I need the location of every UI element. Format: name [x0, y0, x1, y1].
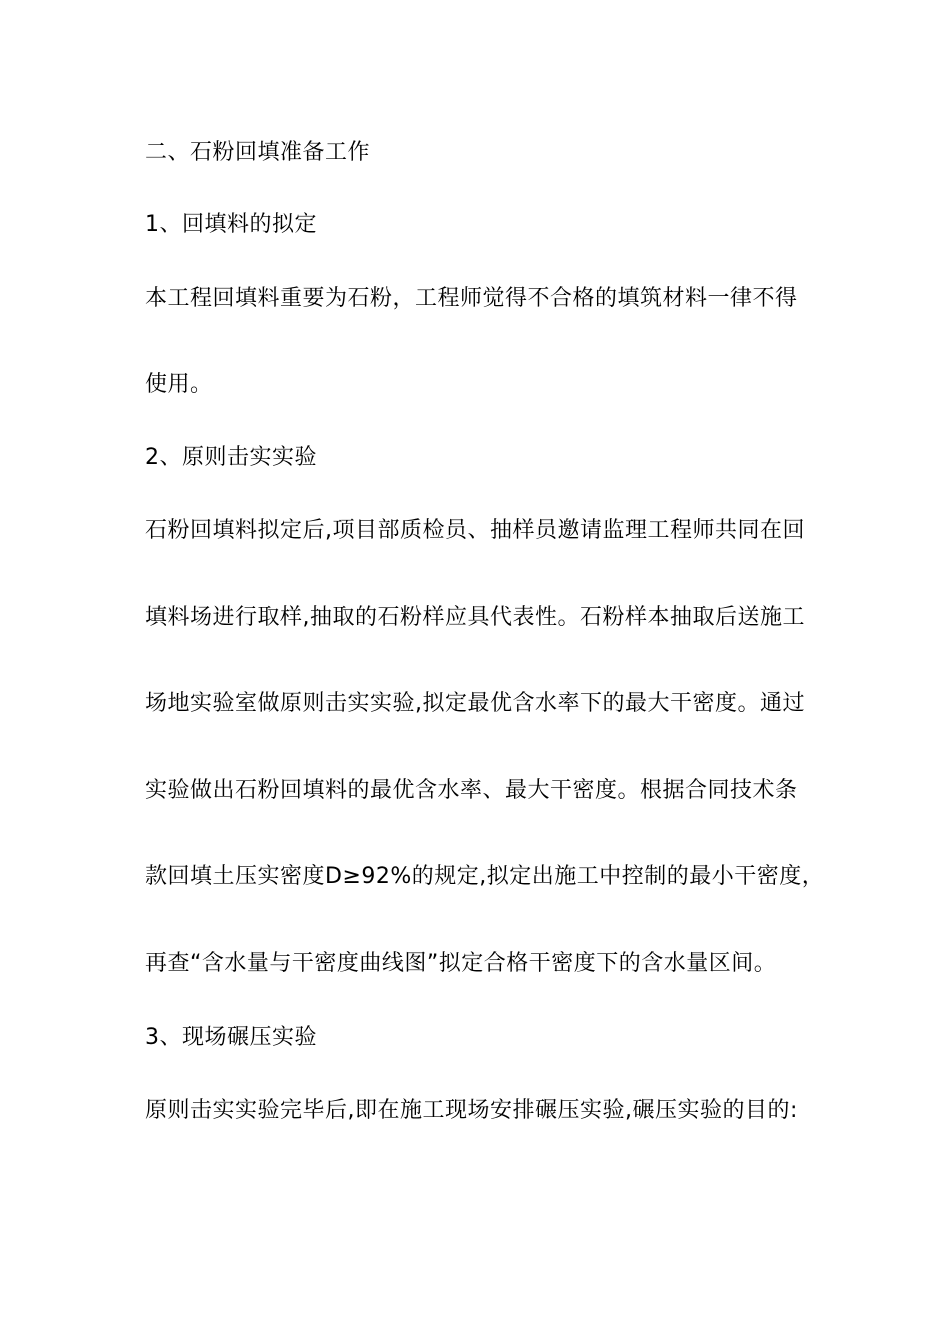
- subsection-3-heading: 3、现场碾压实验: [145, 1025, 317, 1050]
- paragraph-line: 本工程回填料重要为石粉，工程师觉得不合格的填筑材料一律不得: [145, 286, 798, 311]
- paragraph-line: 填料场进行取样,抽取的石粉样应具代表性。石粉样本抽取后送施工: [145, 605, 805, 630]
- paragraph-line: 款回填土压实密度D≥92%的规定,拟定出施工中控制的最小干密度，: [145, 864, 825, 889]
- paragraph-line: 原则击实实验完毕后,即在施工现场安排碾压实验,碾压实验的目的:: [145, 1098, 798, 1123]
- subsection-1-heading: 1、回填料的拟定: [145, 212, 317, 237]
- paragraph-line: 再查“含水量与干密度曲线图”拟定合格干密度下的含水量区间。: [145, 951, 777, 976]
- paragraph-line: 石粉回填料拟定后,项目部质检员、抽样员邀请监理工程师共同在回: [145, 518, 805, 543]
- paragraph-line: 场地实验室做原则击实实验,拟定最优含水率下的最大干密度。通过: [145, 691, 805, 716]
- paragraph-line: 使用。: [145, 372, 213, 397]
- section-title: 二、石粉回填准备工作: [145, 140, 371, 165]
- subsection-2-heading: 2、原则击实实验: [145, 445, 317, 470]
- paragraph-line: 实验做出石粉回填料的最优含水率、最大干密度。根据合同技术条: [145, 778, 798, 803]
